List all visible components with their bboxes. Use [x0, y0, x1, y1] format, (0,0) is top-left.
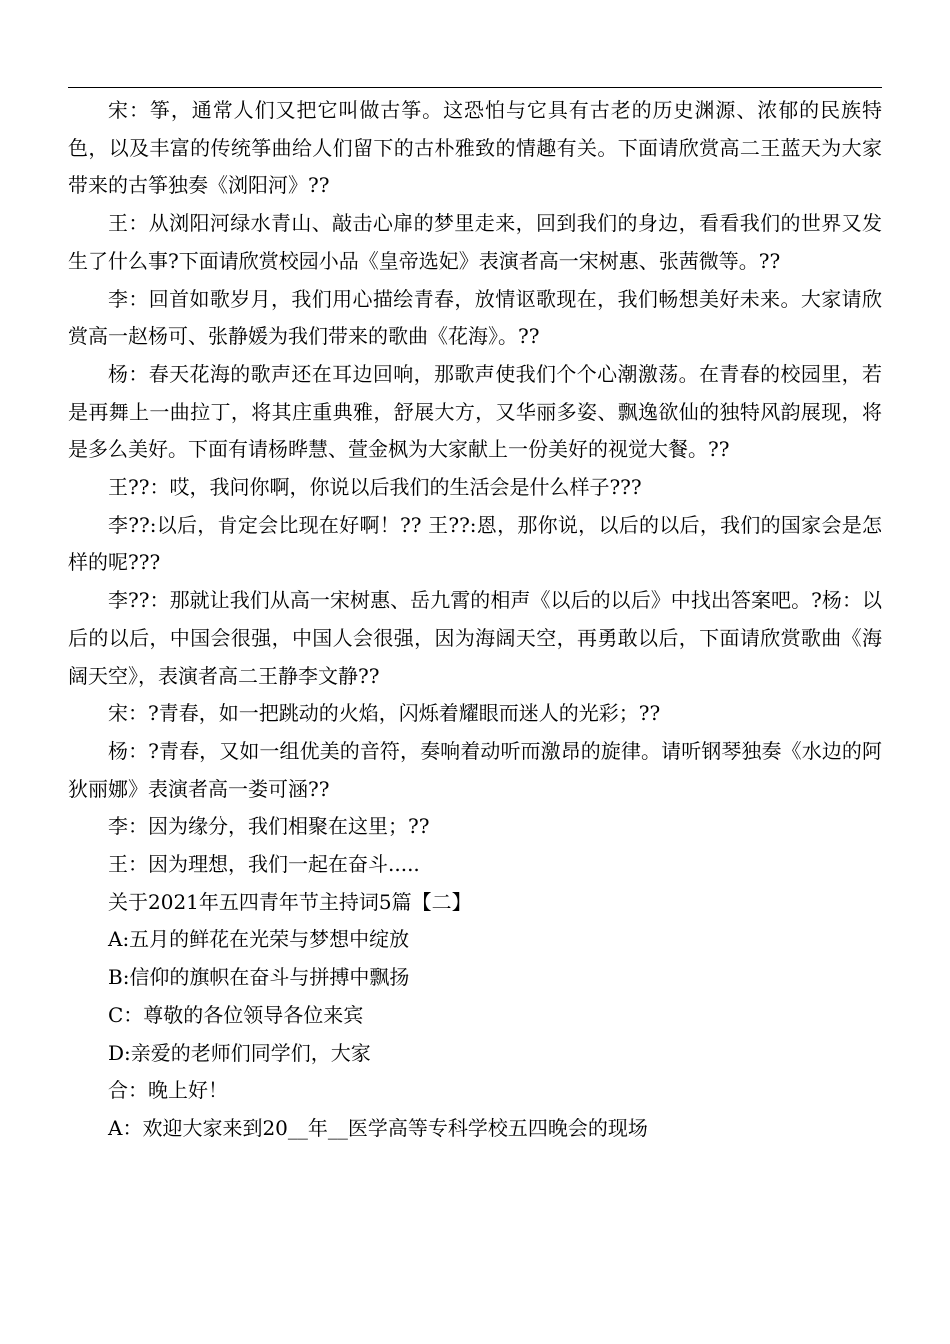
- paragraph: B:信仰的旗帜在奋斗与拼搏中飘扬: [108, 965, 410, 990]
- paragraph: 杨：春天花海的歌声还在耳边回响，那歌声使我们个个心潮激荡。在青春的校园里，若是再舞上一曲拉丁，将其庄重典雅，舒展大方，又华丽多姿、飘逸欲仙的独特风韵展现，将是多么美好。下面有请杨晔慧、萱金枫为大家献上一份美好的视觉大餐。??: [68, 361, 882, 462]
- paragraph: 合：晚上好！: [108, 1078, 228, 1103]
- paragraph: A:五月的鲜花在光荣与梦想中绽放: [108, 927, 410, 952]
- paragraph: 王：因为理想，我们一起在奋斗.....: [108, 852, 420, 877]
- header-rule: [68, 87, 882, 88]
- paragraph: C：尊敬的各位领导各位来宾: [108, 1002, 364, 1027]
- paragraph: A：欢迎大家来到20__年__医学高等专科学校五四晚会的现场: [108, 1115, 648, 1140]
- paragraph: 王??：哎，我问你啊，你说以后我们的生活会是什么样子???: [108, 475, 642, 500]
- paragraph: 李：回首如歌岁月，我们用心描绘青春，放情讴歌现在，我们畅想美好未来。大家请欣赏高一赵杨可、张静媛为我们带来的歌曲《花海》。??: [68, 286, 882, 349]
- paragraph: 李：因为缘分，我们相聚在这里；??: [108, 814, 430, 839]
- paragraph: 宋：筝，通常人们又把它叫做古筝。这恐怕与它具有古老的历史渊源、浓郁的民族特色，以及丰富的传统筝曲给人们留下的古朴雅致的情趣有关。下面请欣赏高二王蓝天为大家带来的古筝独奏《浏阳河》??: [68, 98, 882, 198]
- paragraph: 王：从浏阳河绿水青山、敲击心扉的梦里走来，回到我们的身边，看看我们的世界又发生了什么事?下面请欣赏校园小品《皇帝选妃》表演者高一宋树惠、张茜微等。??: [68, 211, 882, 273]
- paragraph: D:亲爱的老师们同学们，大家: [108, 1040, 371, 1065]
- paragraph: 杨：?青春，又如一组优美的音符，奏响着动听而激昂的旋律。请听钢琴独奏《水边的阿狄丽娜》表演者高一娄可涵??: [68, 738, 882, 801]
- paragraph: 宋：?青春，如一把跳动的火焰，闪烁着耀眼而迷人的光彩；??: [108, 701, 661, 726]
- section-heading: 关于2021年五四青年节主持词5篇【二】: [108, 889, 472, 914]
- document-body: [68, 92, 882, 1148]
- paragraph: 李??:以后，肯定会比现在好啊！?? 王??:恩，那你说，以后的以后，我们的国家会是怎样的呢???: [68, 512, 882, 575]
- paragraph: 李??：那就让我们从高一宋树惠、岳九霄的相声《以后的以后》中找出答案吧。?杨：以后的以后，中国会很强，中国人会很强，因为海阔天空，再勇敢以后，下面请欣赏歌曲《海阔天空》，表演者高二王静李文静??: [68, 588, 882, 688]
